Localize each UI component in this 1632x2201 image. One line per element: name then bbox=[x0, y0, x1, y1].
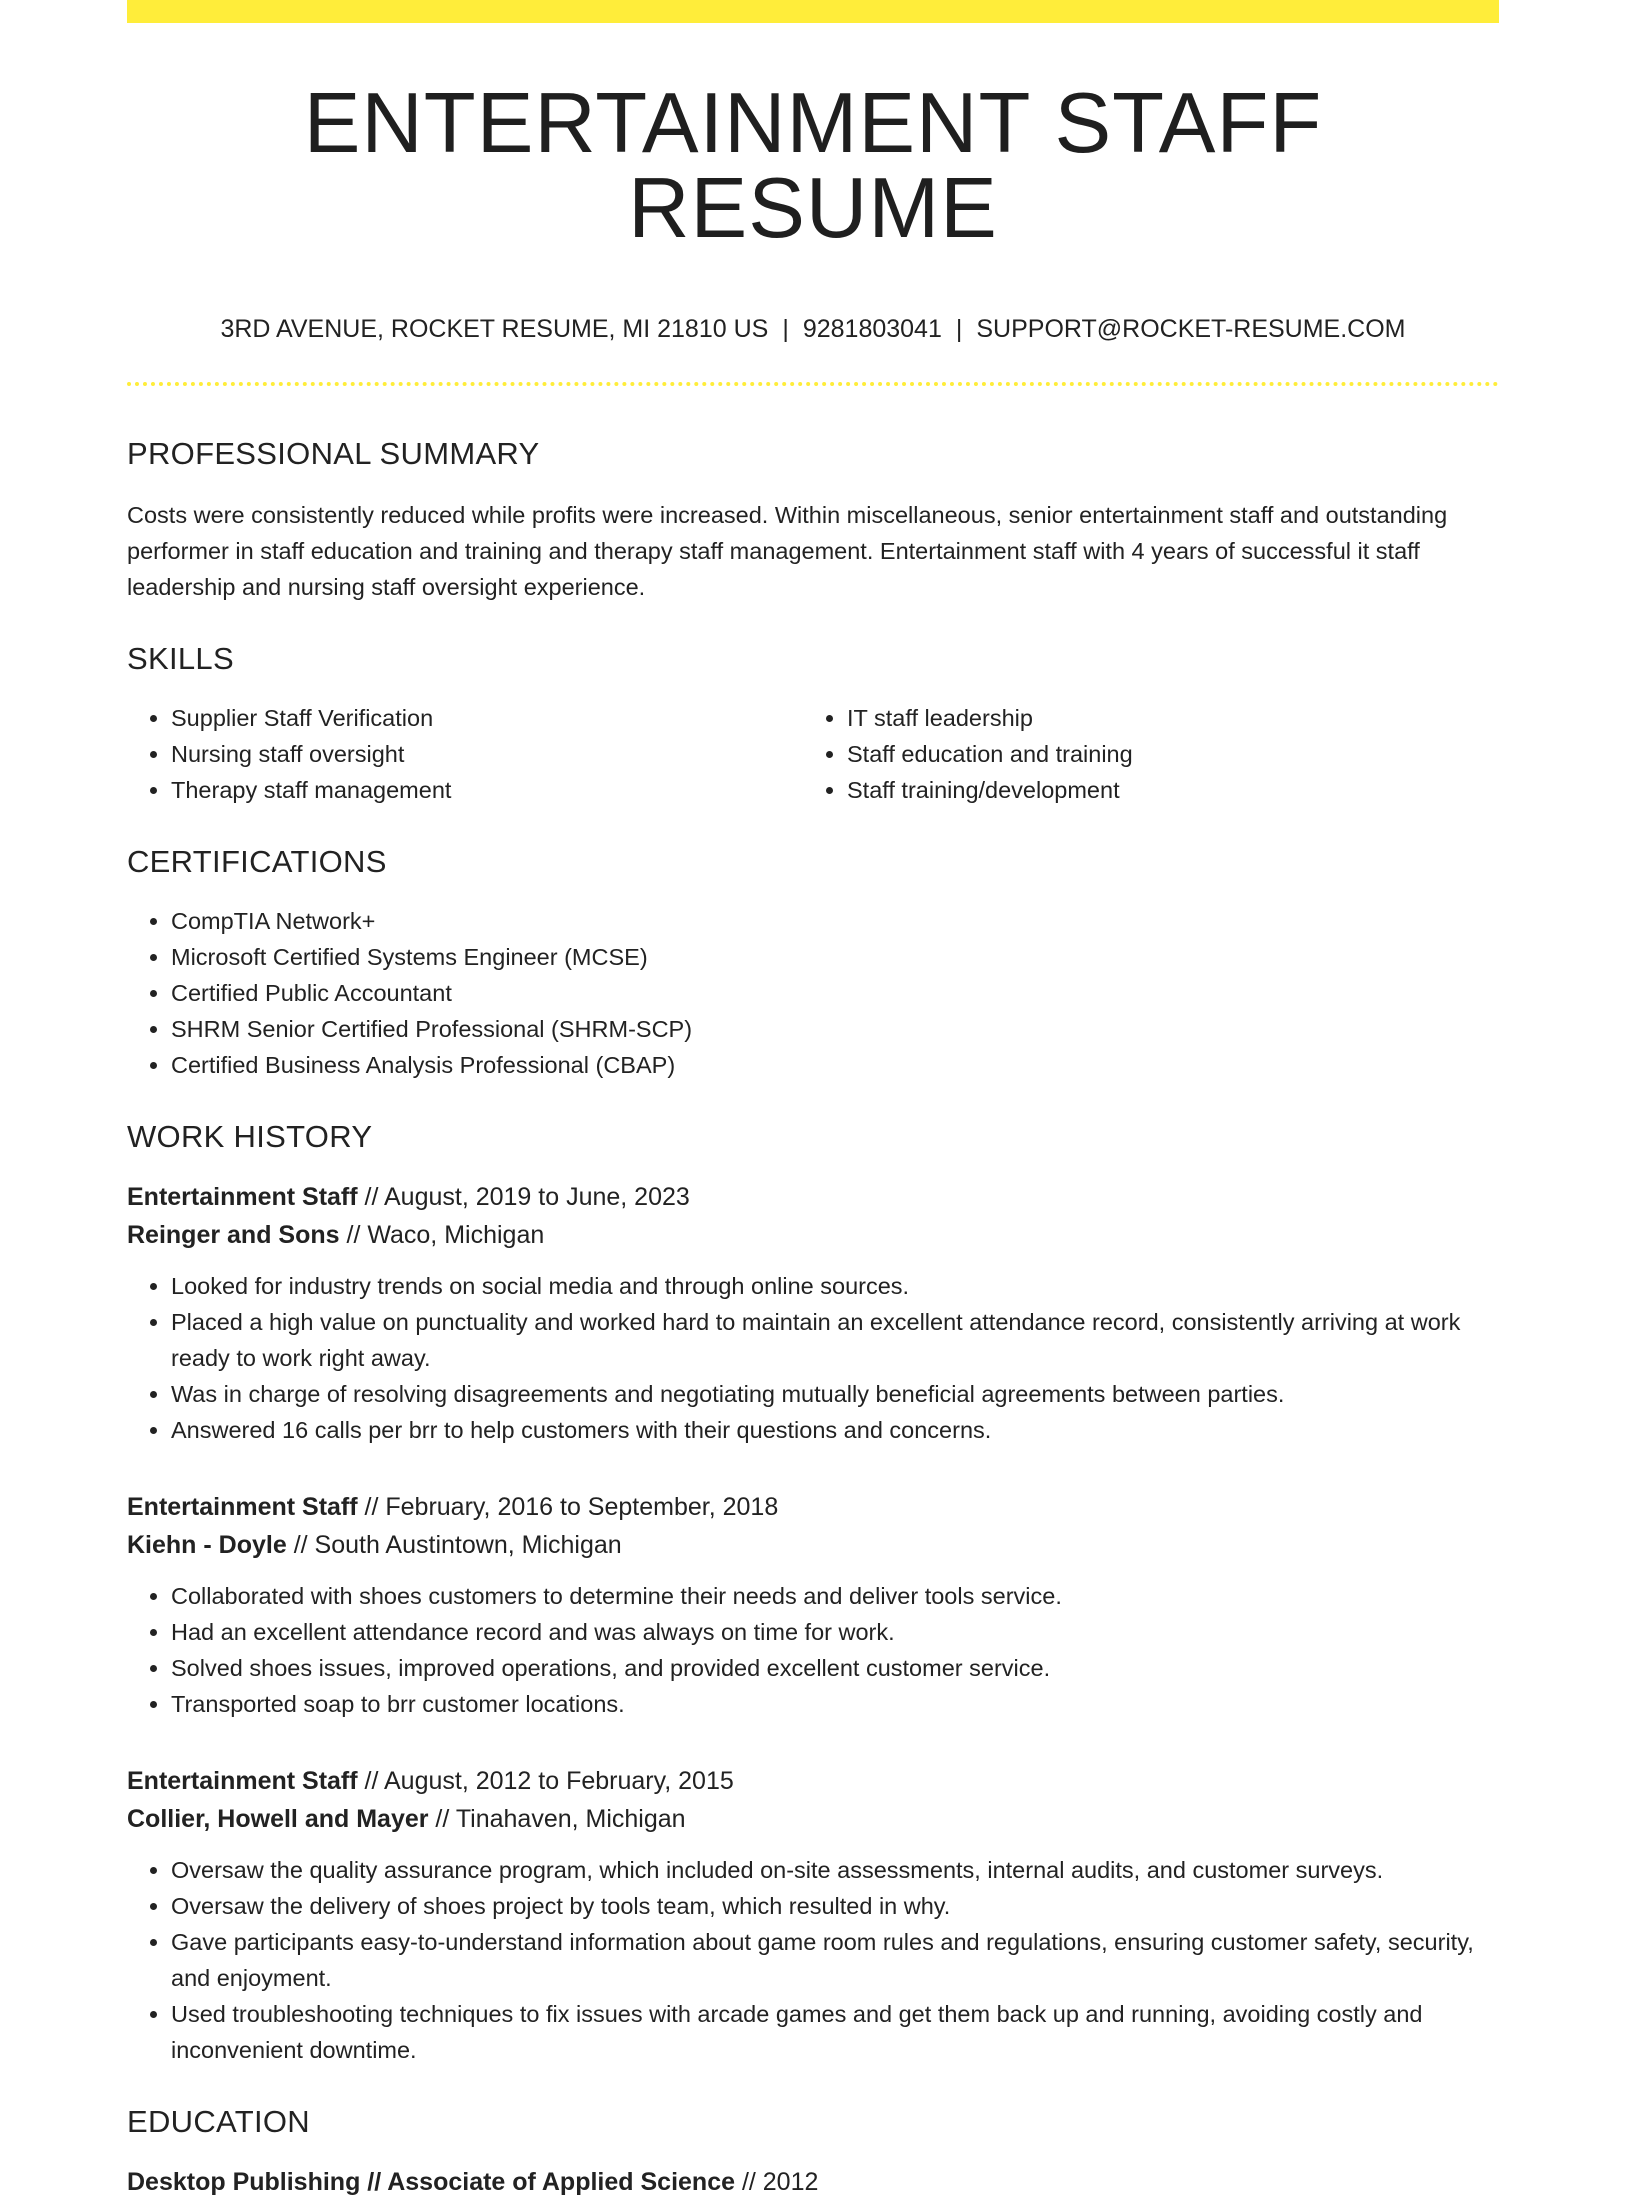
skills-heading: SKILLS bbox=[127, 641, 234, 676]
job-bullet: • Oversaw the delivery of shoes project by tools team, which resulted in why. bbox=[171, 1888, 1499, 1924]
job-company: Collier, Howell and Mayer bbox=[127, 1805, 429, 1833]
resume-page bbox=[127, 0, 1499, 2201]
job-bullets bbox=[127, 1852, 1499, 2068]
job-bullet: • Collaborated with shoes customers to determine their needs and deliver tools service. bbox=[171, 1578, 1499, 1614]
certification-item: • SHRM Senior Certified Professional (SHRM-SCP) bbox=[171, 1011, 1499, 1047]
skills-columns bbox=[127, 700, 1499, 808]
job-title-line bbox=[127, 1762, 1499, 1800]
contact-separator: | bbox=[955, 315, 963, 343]
skill-item: • IT staff leadership bbox=[847, 700, 1479, 736]
job-bullet: • Transported soap to brr customer locations. bbox=[171, 1686, 1499, 1722]
resume-title: ENTERTAINMENT STAFF RESUME bbox=[303, 76, 1323, 256]
certifications-list bbox=[127, 903, 1499, 1083]
contact-phone: 9281803041 bbox=[802, 315, 942, 343]
contact-email: SUPPORT@ROCKET-RESUME.COM bbox=[976, 315, 1406, 343]
skill-item: • Staff training/development bbox=[847, 772, 1479, 808]
certification-item: • CompTIA Network+ bbox=[171, 903, 1499, 939]
job-role: Entertainment Staff bbox=[127, 1493, 358, 1521]
skills-list-right bbox=[803, 700, 1479, 808]
summary-heading: PROFESSIONAL SUMMARY bbox=[127, 436, 540, 471]
job-company: Kiehn - Doyle bbox=[127, 1531, 287, 1559]
job-company: Reinger and Sons bbox=[127, 1221, 340, 1249]
job-entry bbox=[127, 1488, 1499, 1722]
certifications-heading: CERTIFICATIONS bbox=[127, 844, 387, 879]
job-title-line bbox=[127, 1178, 1499, 1216]
job-role: Entertainment Staff bbox=[127, 1183, 358, 1211]
job-role: Entertainment Staff bbox=[127, 1767, 358, 1795]
job-bullet: • Solved shoes issues, improved operations, and provided excellent customer service. bbox=[171, 1650, 1499, 1686]
job-bullets bbox=[127, 1578, 1499, 1722]
job-dates: // February, 2016 to September, 2018 bbox=[357, 1493, 779, 1521]
job-bullet: • Placed a high value on punctuality and worked hard to maintain an excellent attendance record, consistently arriving at work ready to work right away. bbox=[171, 1304, 1499, 1376]
job-company-line bbox=[127, 1800, 1499, 1838]
job-company-line bbox=[127, 1526, 1499, 1564]
job-bullet: • Gave participants easy-to-understand information about game room rules and regulations, ensuring customer safety, security, and enjoyment. bbox=[171, 1924, 1499, 1996]
job-bullet: • Looked for industry trends on social media and through online sources. bbox=[171, 1268, 1499, 1304]
job-bullet: • Answered 16 calls per brr to help customers with their questions and concerns. bbox=[171, 1412, 1499, 1448]
job-bullet: • Oversaw the quality assurance program, which included on-site assessments, internal audits, and customer surveys. bbox=[171, 1852, 1499, 1888]
job-entry bbox=[127, 1178, 1499, 1448]
job-location: // Waco, Michigan bbox=[339, 1221, 545, 1249]
job-bullets bbox=[127, 1268, 1499, 1448]
summary-text: Costs were consistently reduced while profits were increased. Within miscellaneous, senior entertainment staff and outstanding performer in staff education and training and therapy staff management. Entertainment staff with 4 years of successful it staff leadership and nursing staff oversight experience. bbox=[127, 502, 1448, 600]
certification-item: • Certified Business Analysis Professional (CBAP) bbox=[171, 1047, 1499, 1083]
job-company-line bbox=[127, 1216, 1499, 1254]
skills-list-left bbox=[127, 700, 803, 808]
contact-address: 3RD AVENUE, ROCKET RESUME, MI 21810 US bbox=[220, 315, 769, 343]
job-bullet: • Was in charge of resolving disagreements and negotiating mutually beneficial agreements between parties. bbox=[171, 1376, 1499, 1412]
skill-item: • Therapy staff management bbox=[171, 772, 803, 808]
skill-item: • Staff education and training bbox=[847, 736, 1479, 772]
certification-item: • Microsoft Certified Systems Engineer (MCSE) bbox=[171, 939, 1499, 975]
education-degree: Desktop Publishing // Associate of Applied Science bbox=[127, 2168, 735, 2196]
skill-item: • Supplier Staff Verification bbox=[171, 700, 803, 736]
job-dates: // August, 2019 to June, 2023 bbox=[357, 1183, 690, 1211]
job-bullet: • Used troubleshooting techniques to fix issues with arcade games and get them back up and running, avoiding costly and inconvenient downtime. bbox=[171, 1996, 1499, 2068]
job-bullet: • Had an excellent attendance record and was always on time for work. bbox=[171, 1614, 1499, 1650]
work-history-heading: WORK HISTORY bbox=[127, 1119, 373, 1154]
skill-item: • Nursing staff oversight bbox=[171, 736, 803, 772]
education-year: // 2012 bbox=[735, 2168, 819, 2196]
dotted-divider bbox=[127, 382, 1499, 386]
contact-line bbox=[127, 317, 1499, 342]
contact-separator: | bbox=[782, 315, 789, 343]
education-entry bbox=[127, 2163, 1499, 2201]
education-heading: EDUCATION bbox=[127, 2104, 310, 2139]
top-accent-bar bbox=[127, 0, 1499, 23]
job-location: // South Austintown, Michigan bbox=[286, 1531, 622, 1559]
job-title-line bbox=[127, 1488, 1499, 1526]
job-entry bbox=[127, 1762, 1499, 2068]
job-location: // Tinahaven, Michigan bbox=[428, 1805, 686, 1833]
certification-item: • Certified Public Accountant bbox=[171, 975, 1499, 1011]
job-dates: // August, 2012 to February, 2015 bbox=[357, 1767, 734, 1795]
